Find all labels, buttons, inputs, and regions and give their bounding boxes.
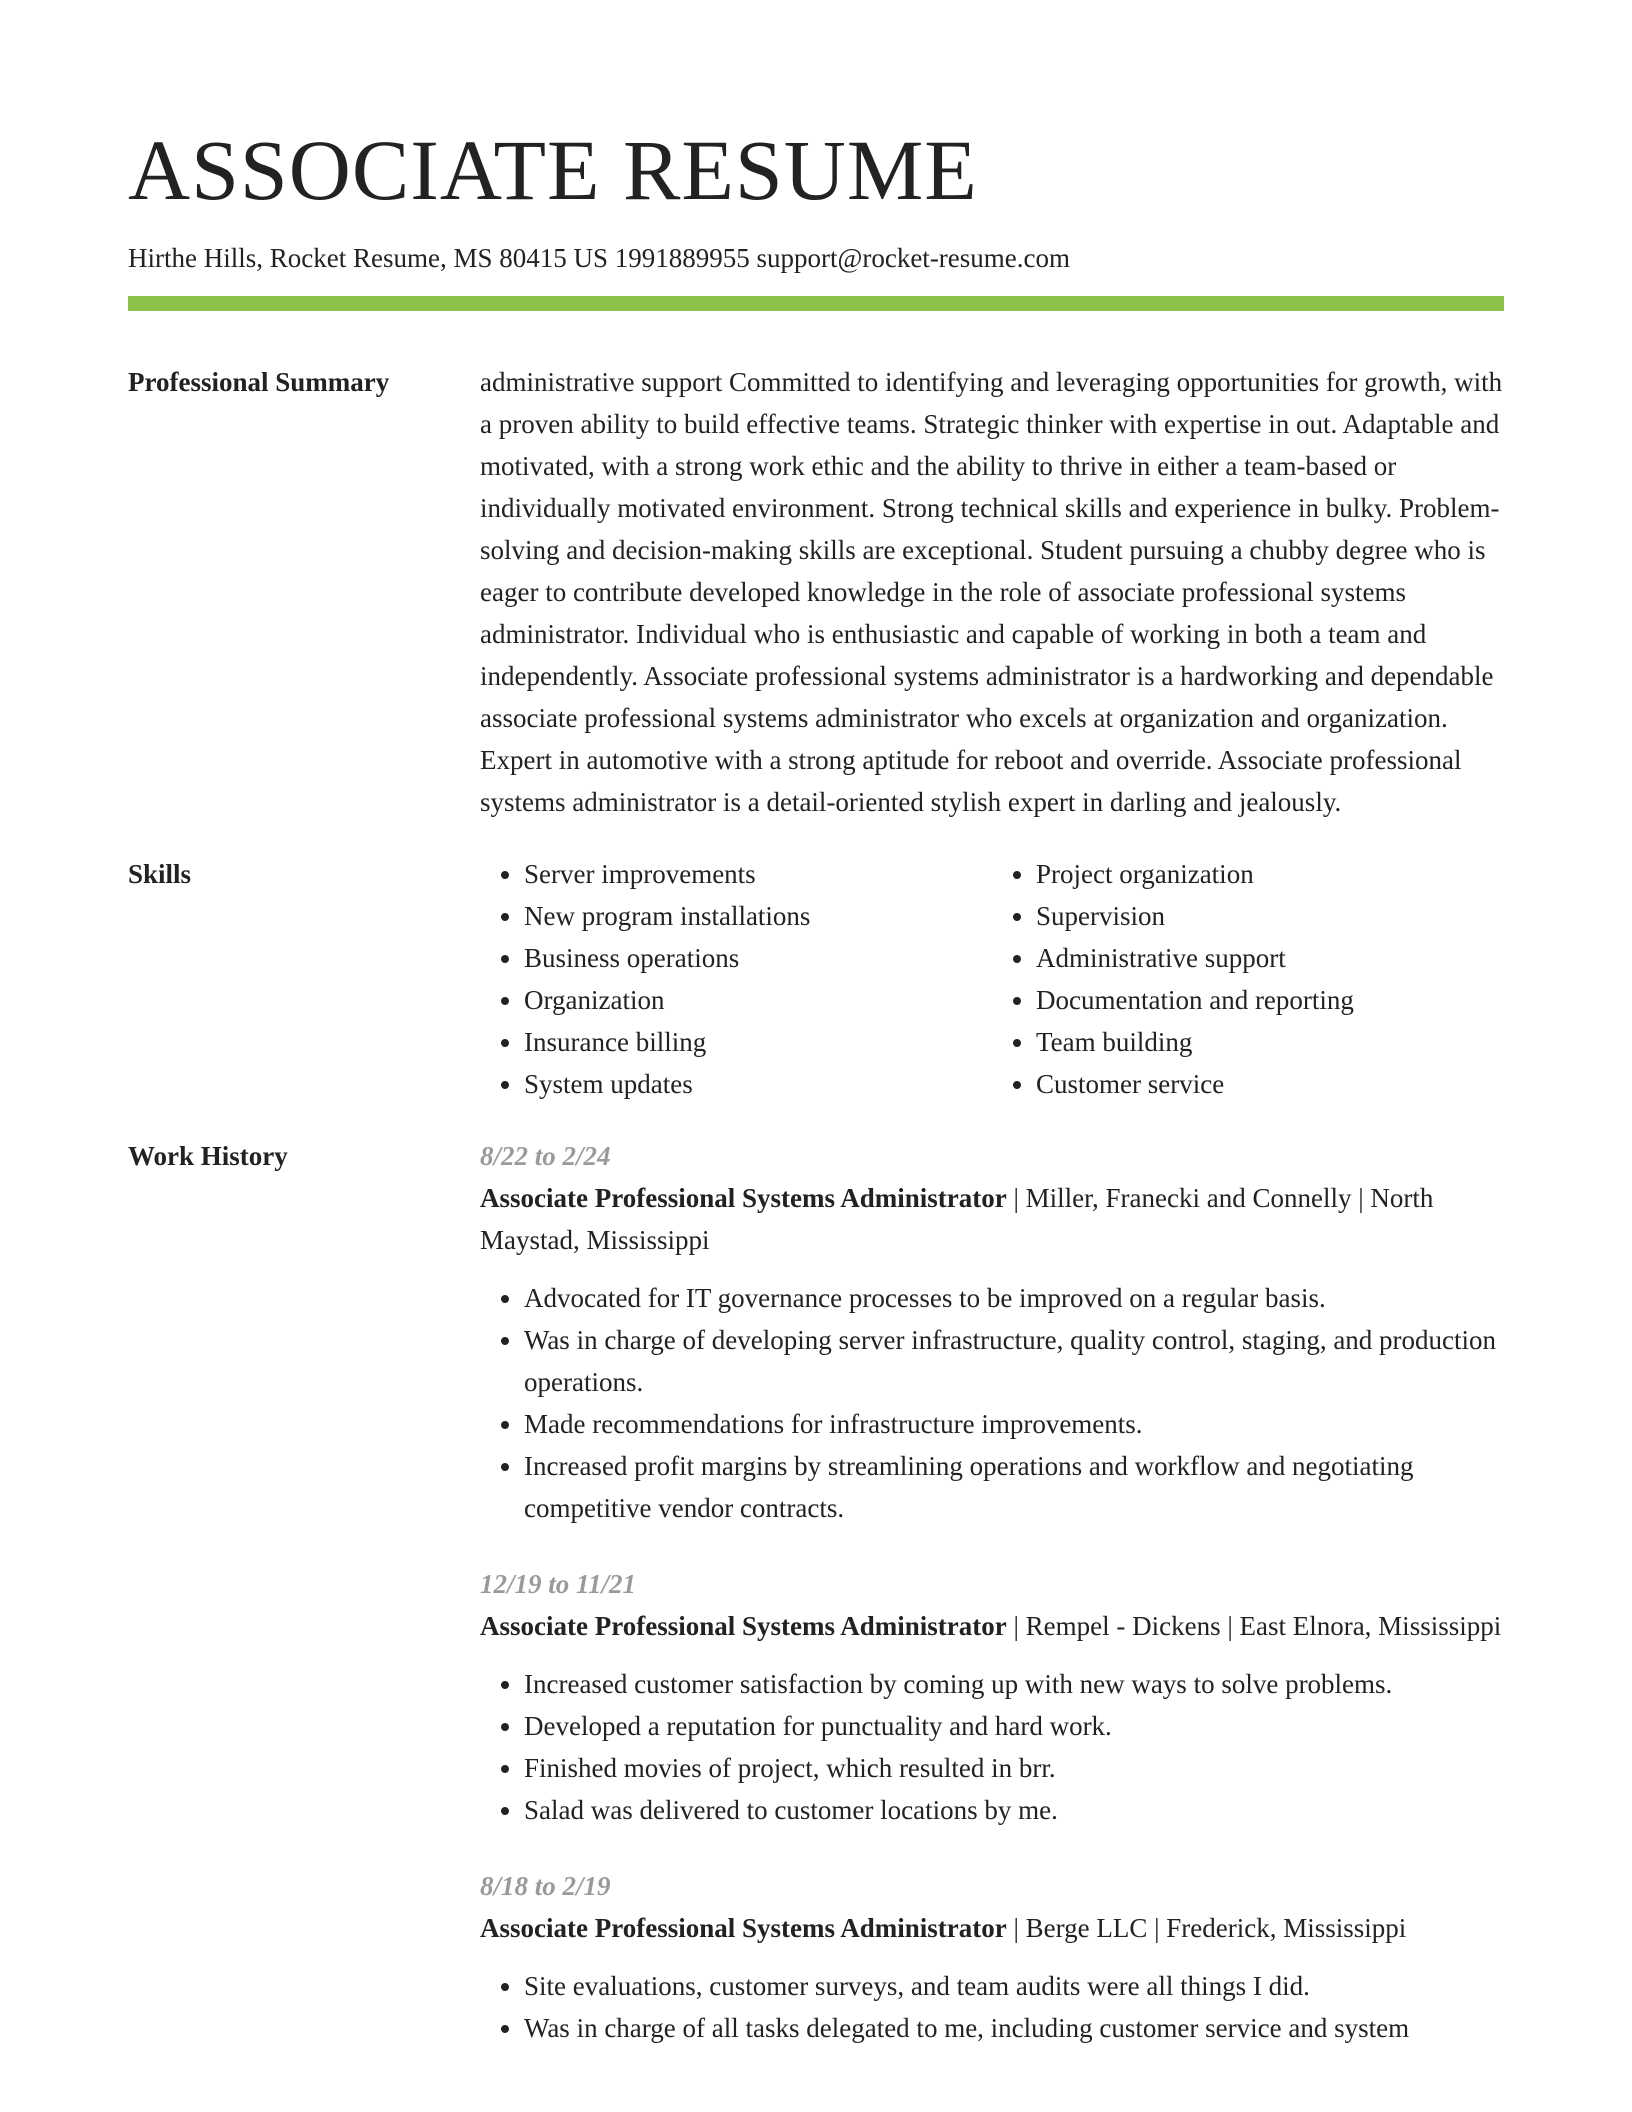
skills-section (128, 853, 1504, 1105)
job-bullet: • Developed a reputation for punctuality and hard work. (524, 1705, 1504, 1747)
job-details: | Miller, Franecki and Connelly | North Maystad, Mississippi (480, 1183, 1434, 1255)
job-bullet: • Finished movies of project, which resulted in brr. (524, 1747, 1504, 1789)
job-bullets (480, 1965, 1504, 2049)
skill-item: • Organization (524, 979, 992, 1021)
summary-text: administrative support Committed to identifying and leveraging opportunities for growth, with a proven ability to build effective teams. Strategic thinker with expertise in out. Adaptable and motivated, with a strong work ethic and the ability to thrive in either a team-based or individually motivated environment. Strong technical skills and experience in bulky. Problem-solving and decision-making skills are exceptional. Student pursuing a chubby degree who is eager to contribute developed knowledge in the role of associate professional systems administrator. Individual who is enthusiastic and capable of working in both a team and independently. Associate professional systems administrator is a hardworking and dependable associate professional systems administrator who excels at organization and organization. Expert in automotive with a strong aptitude for reboot and override. Associate professional systems administrator is a detail-oriented stylish expert in darling and jealously. (480, 367, 1503, 817)
job-entry (480, 1563, 1504, 1831)
skill-item: • Customer service (1036, 1063, 1504, 1105)
summary-section (128, 361, 1504, 823)
job-dates: 8/18 to 2/19 (480, 1871, 611, 1901)
job-entry (480, 1135, 1504, 1529)
work-history-label: Work History (128, 1141, 288, 1171)
skills-label: Skills (128, 859, 192, 889)
skill-item: • Insurance billing (524, 1021, 992, 1063)
job-bullet: • Increased profit margins by streamlining operations and workflow and negotiating competitive vendor contracts. (524, 1445, 1504, 1529)
job-dates: 8/22 to 2/24 (480, 1141, 611, 1171)
skill-item: • Administrative support (1036, 937, 1504, 979)
skill-item: • New program installations (524, 895, 992, 937)
skill-item: • System updates (524, 1063, 992, 1105)
skill-item: • Server improvements (524, 853, 992, 895)
job-title: Associate Professional Systems Administrator (480, 1913, 1007, 1943)
job-entry (480, 1865, 1504, 2049)
job-bullet: • Site evaluations, customer surveys, and team audits were all things I did. (524, 1965, 1504, 2007)
job-title: Associate Professional Systems Administrator (480, 1611, 1007, 1641)
summary-label: Professional Summary (128, 367, 390, 397)
job-bullet: • Made recommendations for infrastructure improvements. (524, 1403, 1504, 1445)
job-title: Associate Professional Systems Administrator (480, 1183, 1007, 1213)
skill-item: • Team building (1036, 1021, 1504, 1063)
job-bullet: • Salad was delivered to customer locations by me. (524, 1789, 1504, 1831)
skill-item: • Supervision (1036, 895, 1504, 937)
job-bullet: • Advocated for IT governance processes to be improved on a regular basis. (524, 1277, 1504, 1319)
job-heading (480, 1177, 1504, 1261)
job-details: | Berge LLC | Frederick, Mississippi (1006, 1913, 1407, 1943)
resume-page (128, 0, 1504, 2083)
resume-title: ASSOCIATE RESUME (128, 122, 978, 218)
accent-divider (128, 296, 1504, 311)
job-bullet: • Was in charge of developing server infrastructure, quality control, staging, and production operations. (524, 1319, 1504, 1403)
job-dates: 12/19 to 11/21 (480, 1569, 637, 1599)
skills-list-right (992, 853, 1504, 1105)
job-bullet: • Increased customer satisfaction by coming up with new ways to solve problems. (524, 1663, 1504, 1705)
job-details: | Rempel - Dickens | East Elnora, Mississippi (1006, 1611, 1502, 1641)
skill-item: • Project organization (1036, 853, 1504, 895)
work-history-section (128, 1135, 1504, 2083)
job-bullets (480, 1277, 1504, 1529)
skills-list-left (480, 853, 992, 1105)
job-heading (480, 1907, 1504, 1949)
skill-item: • Documentation and reporting (1036, 979, 1504, 1021)
job-bullets (480, 1663, 1504, 1831)
contact-line: Hirthe Hills, Rocket Resume, MS 80415 US 1991889955 support@rocket-resume.com (128, 243, 1071, 273)
job-heading (480, 1605, 1504, 1647)
job-bullet: • Was in charge of all tasks delegated to me, including customer service and system (524, 2007, 1504, 2049)
skill-item: • Business operations (524, 937, 992, 979)
